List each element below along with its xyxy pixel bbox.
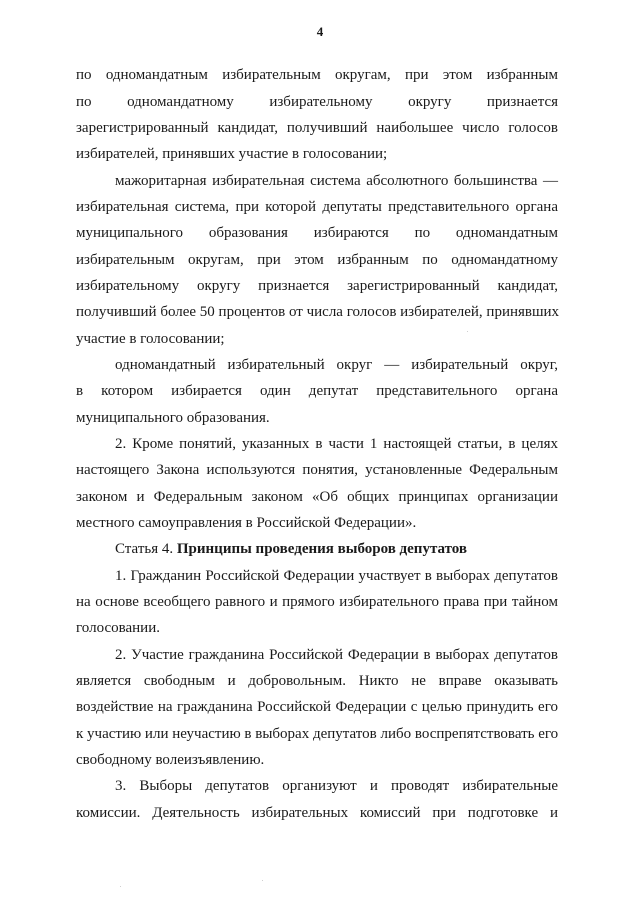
text-line: мажоритарная избирательная система абсолютного большинства —	[115, 173, 558, 189]
text-line: 1. Гражданин Российской Федерации участвует в выборах депутатов	[115, 568, 558, 584]
text-line: избирательному округу признается зарегистрированный кандидат,	[76, 278, 558, 294]
text-line: в котором избирается один депутат представительного органа	[76, 383, 558, 399]
text-line: 2. Кроме понятий, указанных в части 1 настоящей статьи, в целях	[115, 436, 558, 452]
text-line: местного самоуправления в Российской Федерации».	[76, 515, 417, 531]
text-line: избирательная система, при которой депутаты представительного органа	[76, 199, 558, 215]
text-line: воздействие на гражданина Российской Федерации с целью принудить его	[76, 699, 558, 715]
article-heading	[115, 540, 558, 558]
text-line: законом и Федеральным законом «Об общих принципах организации	[76, 489, 558, 505]
text-line: муниципального образования.	[76, 410, 270, 426]
scan-speck	[467, 331, 468, 332]
text-line: к участию или неучастию в выборах депутатов либо воспрепятствовать его	[76, 726, 559, 742]
article-number: Статья 4.	[115, 541, 177, 557]
text-line: по одномандатным избирательным округам, при этом избранным	[76, 67, 558, 83]
text-line: участие в голосовании;	[76, 331, 225, 347]
text-line: зарегистрированный кандидат, получивший наибольшее число голосов	[76, 120, 558, 136]
scan-speck	[262, 880, 263, 881]
text-line: на основе всеобщего равного и прямого избирательного права при тайном	[76, 594, 558, 610]
text-line: получивший более 50 процентов от числа голосов избирателей, принявших	[76, 304, 560, 320]
text-line: избирателей, принявших участие в голосовании;	[76, 146, 388, 162]
text-line: комиссии. Деятельность избирательных комиссий при подготовке и	[76, 805, 558, 821]
text-line: 2. Участие гражданина Российской Федерации в выборах депутатов	[115, 647, 558, 663]
text-line: является свободным и добровольным. Никто не вправе оказывать	[76, 673, 558, 689]
article-title: Принципы проведения выборов депутатов	[176, 541, 468, 557]
text-line: голосовании.	[76, 620, 160, 636]
text-line: настоящего Закона используются понятия, установленные Федеральным	[76, 462, 558, 478]
text-line: по одномандатному избирательному округу признается	[76, 94, 558, 110]
text-line: одномандатный избирательный округ — избирательный округ,	[115, 357, 558, 373]
text-line: 3. Выборы депутатов организуют и проводят избирательные	[115, 778, 558, 794]
scan-speck	[120, 886, 121, 887]
page-number: 4	[316, 24, 324, 39]
text-line: муниципального образования избираются по одномандатным	[76, 225, 558, 241]
text-line: свободному волеизъявлению.	[76, 752, 265, 768]
text-line: избирательным округам, при этом избранным по одномандатному	[76, 252, 558, 268]
